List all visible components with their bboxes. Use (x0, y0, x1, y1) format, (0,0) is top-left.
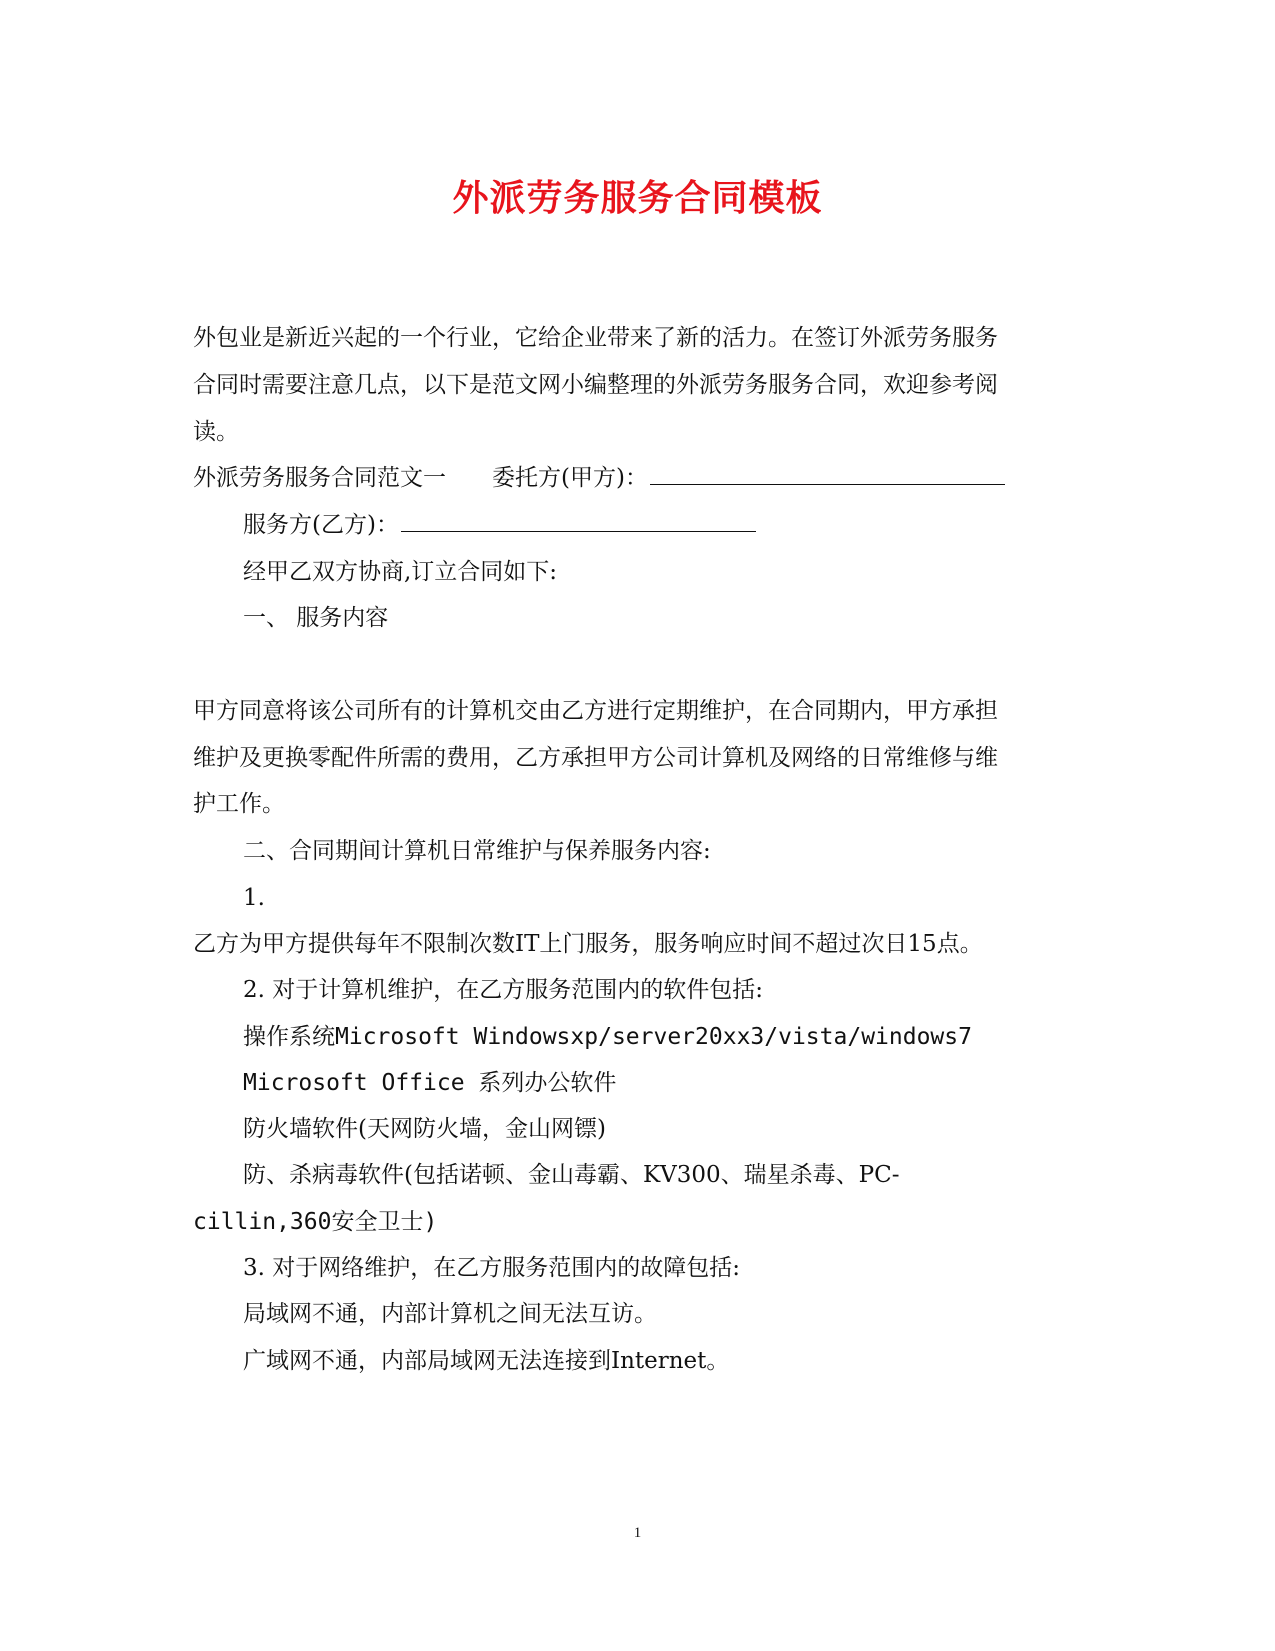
party-a-blank (650, 480, 1005, 485)
section1-body-3: 护工作。 (193, 791, 285, 817)
party-b-row (243, 510, 756, 540)
sample-title: 外派劳务服务合同范文一 (193, 465, 446, 491)
document-title: 外派劳务服务合同模板 (452, 177, 823, 219)
item2-heading: 2. 对于计算机维护，在乙方服务范围内的软件包括: (243, 977, 764, 1003)
item1-number: 1. (243, 885, 265, 911)
item2-firewall: 防火墙软件(天网防火墙，金山网镖) (243, 1116, 606, 1142)
item2-os: 操作系统Microsoft Windowsxp/server20xx3/vista/windows7 (243, 1024, 972, 1050)
intro-line-3: 读。 (193, 419, 239, 445)
section2-heading: 二、合同期间计算机日常维护与保养服务内容: (243, 838, 711, 864)
party-a-label: 委托方(甲方)： (492, 465, 648, 491)
section1-body-1: 甲方同意将该公司所有的计算机交由乙方进行定期维护，在合同期内，甲方承担 (193, 698, 998, 724)
party-b-label: 服务方(乙方)： (243, 512, 399, 538)
item3-lan: 局域网不通，内部计算机之间无法互访。 (243, 1301, 657, 1327)
item2-antivirus-1: 防、杀病毒软件(包括诺顿、金山毒霸、KV300、瑞星杀毒、PC- (243, 1162, 900, 1188)
section1-body-2: 维护及更换零配件所需的费用，乙方承担甲方公司计算机及网络的日常维修与维 (193, 745, 998, 771)
item3-heading: 3. 对于网络维护，在乙方服务范围内的故障包括: (243, 1255, 741, 1281)
party-a-row (193, 463, 1005, 493)
item2-antivirus-2: cillin,360安全卫士) (193, 1209, 438, 1235)
section1-heading: 一、 服务内容 (243, 605, 389, 631)
item3-wan: 广域网不通，内部局域网无法连接到Internet。 (243, 1348, 730, 1374)
party-b-blank (401, 527, 756, 532)
item1-text: 乙方为甲方提供每年不限制次数IT上门服务，服务响应时间不超过次日15点。 (193, 931, 983, 957)
intro-line-2: 合同时需要注意几点，以下是范文网小编整理的外派劳务服务合同，欢迎参考阅 (193, 372, 998, 398)
agreement-line: 经甲乙双方协商,订立合同如下: (243, 559, 558, 585)
page-number: 1 (633, 1525, 642, 1541)
intro-line-1: 外包业是新近兴起的一个行业，它给企业带来了新的活力。在签订外派劳务服务 (193, 325, 998, 351)
item2-office: Microsoft Office 系列办公软件 (243, 1070, 617, 1096)
